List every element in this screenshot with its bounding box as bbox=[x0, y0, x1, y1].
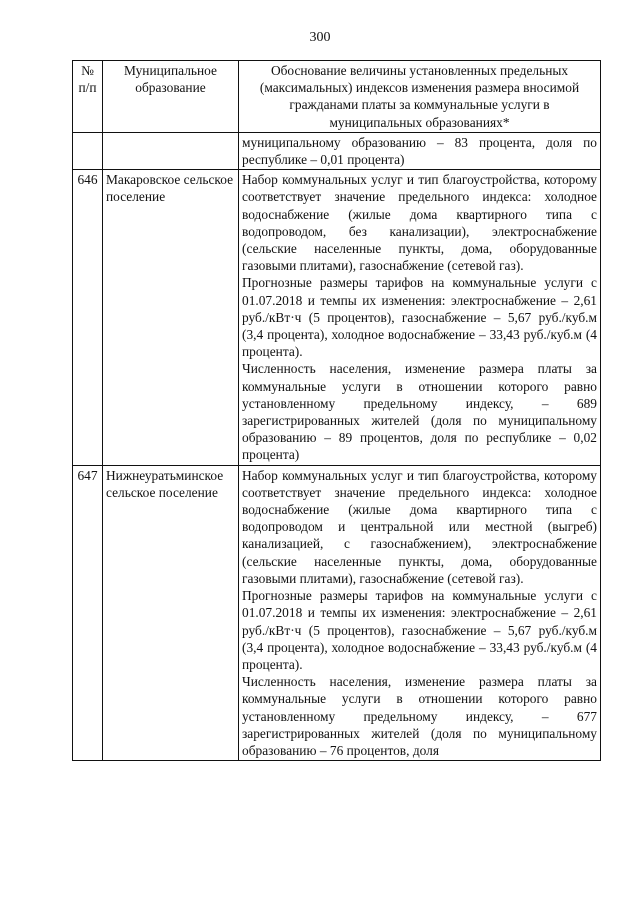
table-header-row bbox=[73, 61, 601, 133]
index-table bbox=[72, 60, 601, 761]
row-municipality: Макаровское сельское поселение bbox=[103, 170, 239, 465]
row-municipality: Нижнеуратьминское сельское поселение bbox=[103, 465, 239, 760]
row-justification bbox=[239, 170, 601, 465]
header-municipality: Муниципальное образование bbox=[103, 61, 239, 133]
header-num: № п/п bbox=[73, 61, 103, 133]
paragraph-service-set: Набор коммунальных услуг и тип благоустройства, которому соответствует значение предельного индекса: холодное водоснабжение (жилые дома квартирного типа с водопроводом и центральной или местной (выгреб) канализацией, с газоснабжением), электроснабжение (сельские населенные пункты, дома, оборудованные газовыми плитами), газоснабжение (сетевой газ). bbox=[242, 467, 597, 586]
row-justification bbox=[239, 465, 601, 760]
table-row-continuation bbox=[73, 132, 601, 169]
table-row bbox=[73, 170, 601, 465]
row-num: 647 bbox=[73, 465, 103, 760]
continuation-text: муниципальному образованию – 83 процента, доля по республике – 0,01 процента) bbox=[239, 132, 601, 169]
paragraph-tariffs: Прогнозные размеры тарифов на коммунальные услуги с 01.07.2018 и темпы их изменения: электроснабжение – 2,61 руб./кВт·ч (5 процентов), газоснабжение – 5,67 руб./куб.м (3,4 процента), холодное водоснабжение – 33,43 руб./куб.м (4 процента). bbox=[242, 588, 597, 672]
header-justification: Обоснование величины установленных предельных (максимальных) индексов изменения размера вносимой гражданами платы за коммунальные услуги в муниципальных образованиях* bbox=[239, 61, 601, 133]
paragraph-service-set: Набор коммунальных услуг и тип благоустройства, которому соответствует значение предельного индекса: холодное водоснабжение (жилые дома квартирного типа с водопроводом, без канализации), электроснабжение (сельские населенные пункты, дома, оборудованные газовыми плитами), газоснабжение (сетевой газ). bbox=[242, 172, 597, 274]
paragraph-population: Численность населения, изменение размера платы за коммунальные услуги в отношении которого равно установленному предельному индексу, – 677 зарегистрированных жителей (доля по муниципальному образованию – 76 процентов, доля bbox=[242, 674, 597, 758]
paragraph-tariffs: Прогнозные размеры тарифов на коммунальные услуги с 01.07.2018 и темпы их изменения: электроснабжение – 2,61 руб./кВт·ч (5 процентов), газоснабжение – 5,67 руб./куб.м (3,4 процента), холодное водоснабжение – 33,43 руб./куб.м (4 процента). bbox=[242, 275, 597, 360]
continuation-num bbox=[73, 132, 103, 169]
continuation-municipality bbox=[103, 132, 239, 169]
page-number: 300 bbox=[309, 30, 331, 45]
table-row bbox=[73, 465, 601, 760]
paragraph-population: Численность населения, изменение размера платы за коммунальные услуги в отношении которого равно установленному предельному индексу, – 689 зарегистрированных жителей (доля по муниципальному образованию – 89 процентов, доля по республике – 0,02 процента) bbox=[242, 361, 597, 463]
row-num: 646 bbox=[73, 170, 103, 465]
